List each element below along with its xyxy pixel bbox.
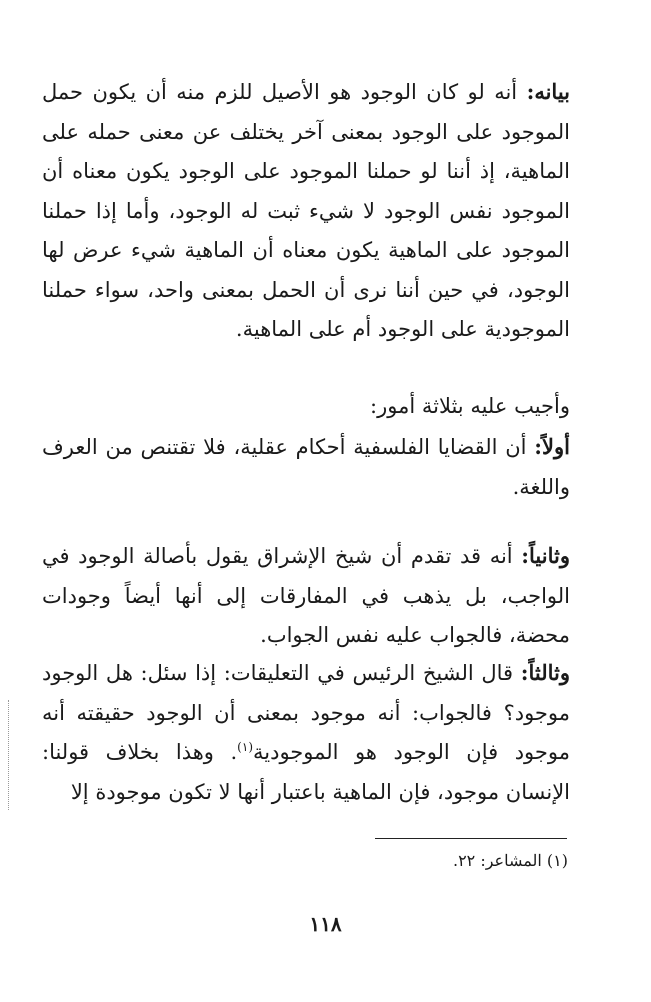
paragraph-lead-term: وثالثاً: bbox=[520, 660, 570, 685]
paragraph-first-point bbox=[42, 427, 570, 507]
paragraph-text bbox=[42, 427, 570, 507]
page-edge-mark bbox=[8, 700, 10, 810]
paragraph-body: أن القضايا الفلسفية أحكام عقلية، فلا تقتنص من العرف واللغة. bbox=[42, 435, 570, 499]
page-number: ١١٨ bbox=[309, 912, 342, 936]
paragraph-answer-intro bbox=[42, 387, 570, 427]
paragraph-third-point bbox=[42, 653, 570, 812]
paragraph-lead-term: وثانياً: bbox=[521, 543, 570, 568]
footnote-divider bbox=[375, 838, 567, 839]
paragraph-second-point bbox=[42, 536, 570, 656]
paragraph-text bbox=[42, 72, 570, 350]
paragraph-text: وأجيب عليه بثلاثة أمور: bbox=[370, 394, 570, 418]
paragraph-text bbox=[42, 653, 570, 812]
paragraph-body: أنه قد تقدم أن شيخ الإشراق يقول بأصالة الوجود في الواجب، بل يذهب في المفارقات إلى أنها أيضاً وجودات محضة، فالجواب عليه نفس الجواب. bbox=[42, 544, 570, 647]
paragraph-text bbox=[42, 536, 570, 656]
footnote-reference: (١) bbox=[237, 740, 253, 754]
paragraph-body: أنه لو كان الوجود هو الأصيل للزم منه أن يكون حمل الموجود على الوجود بمعنى آخر يختلف عن معنى حمله على الماهية، إذ أننا لو حملنا الموجود على الوجود يكون معناه أن الموجود نفس الوجود لا شيء ثبت له الوجود، وأما إذا حملنا الموجود على الماهية يكون معناه أن الماهية شيء عرض لها الوجود، في حين أننا نرى أن الحمل بمعنى واحد، سواء حملنا الموجودية على الوجود أم على الماهية. bbox=[42, 80, 570, 341]
paragraph-lead-term: بيانه: bbox=[526, 79, 570, 104]
paragraph-body: قال الشيخ الرئيس في التعليقات: إذا سئل: هل الوجود موجود؟ فالجواب: أنه موجود بمعنى أن الوجود حقيقته أنه موجود فإن الوجود هو الموجودية bbox=[42, 661, 570, 764]
paragraph-body-continued: . وهذا بخلاف قولنا: الإنسان موجود، فإن الماهية باعتبار أنها لا تكون موجودة إلا bbox=[42, 740, 570, 804]
paragraph-lead-term: أولاً: bbox=[534, 434, 570, 459]
footnote: (١) المشاعر: ٢٢. bbox=[452, 851, 568, 870]
paragraph-explanation bbox=[42, 72, 570, 350]
